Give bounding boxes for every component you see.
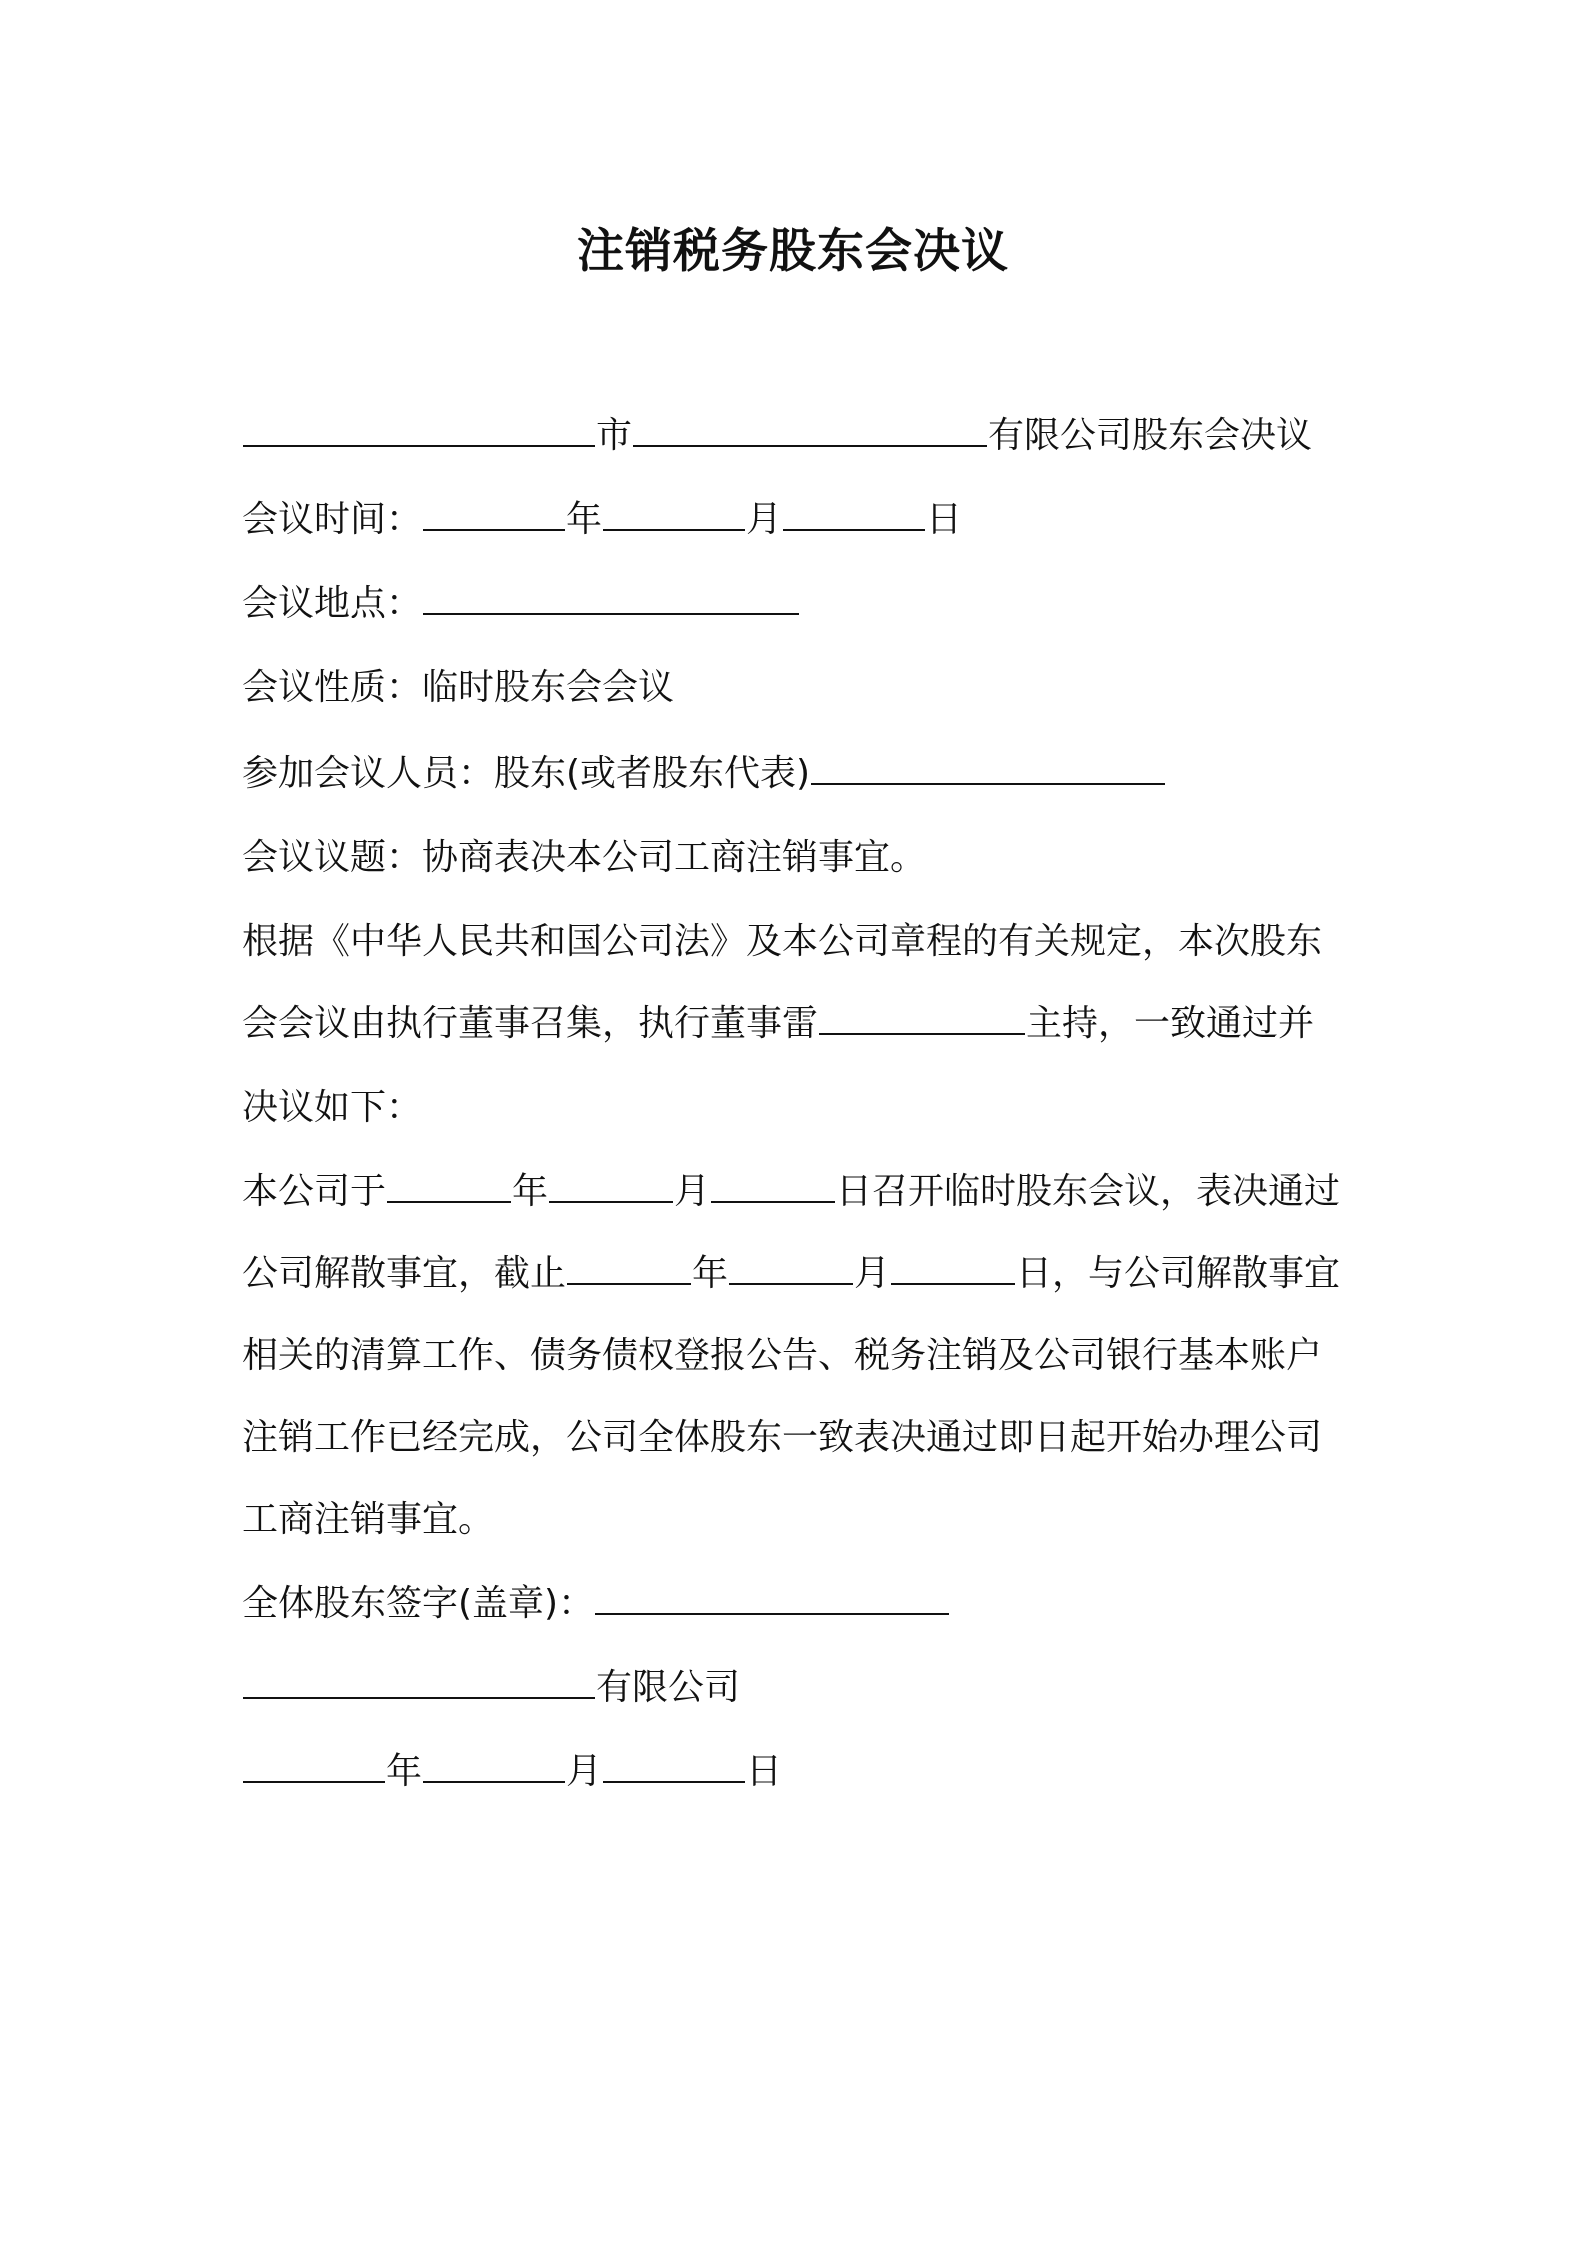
resolution-line-5: 工商注销事宜。 [242, 1499, 495, 1540]
resolution-year-label: 年 [512, 1171, 549, 1212]
document-title: 注销税务股东会决议 [577, 224, 1009, 279]
resolution-year-blank[interactable] [387, 1200, 511, 1203]
cutoff-month-label: 月 [854, 1253, 891, 1294]
footer-year-label: 年 [386, 1751, 423, 1792]
basis-line-1: 根据《中华人民共和国公司法》及本公司章程的有关规定，本次股东 [242, 921, 1323, 962]
city-blank[interactable] [243, 444, 595, 447]
resolution-line-1-start: 本公司于 [242, 1171, 387, 1212]
meeting-month-label: 月 [746, 499, 783, 540]
resolution-month-blank[interactable] [549, 1200, 673, 1203]
resolution-line-1 [242, 1168, 1352, 1216]
signature-label: 全体股东签字(盖章)： [242, 1583, 595, 1624]
resolution-line-2 [242, 1250, 1352, 1298]
footer-company-line [242, 1664, 1352, 1712]
footer-day-label: 日 [746, 1751, 783, 1792]
cutoff-month-blank[interactable] [729, 1282, 853, 1285]
meeting-day-label: 日 [926, 499, 963, 540]
basis-line-2-end: 主持，一致通过并 [1026, 1003, 1315, 1044]
resolution-line-4: 注销工作已经完成，公司全体股东一致表决通过即日起开始办理公司 [242, 1417, 1323, 1458]
meeting-day-blank[interactable] [783, 528, 925, 531]
footer-month-label: 月 [566, 1751, 603, 1792]
company-suffix: 有限公司股东会决议 [988, 415, 1313, 456]
footer-date-line [242, 1748, 1352, 1796]
meeting-place-label: 会议地点： [242, 583, 423, 624]
footer-month-blank[interactable] [423, 1780, 565, 1783]
meeting-year-blank[interactable] [423, 528, 565, 531]
footer-year-blank[interactable] [243, 1780, 385, 1783]
resolution-line-3: 相关的清算工作、债务债权登报公告、税务注销及公司银行基本账户 [242, 1335, 1323, 1376]
meeting-nature-line: 会议性质：临时股东会会议 [242, 667, 675, 708]
resolution-line-2-start: 公司解散事宜，截止 [242, 1253, 567, 1294]
resolution-day-blank[interactable] [711, 1200, 835, 1203]
cutoff-year-label: 年 [692, 1253, 729, 1294]
resolution-month-label: 月 [674, 1171, 711, 1212]
basis-line-2 [242, 1000, 1352, 1048]
footer-company-blank[interactable] [243, 1696, 595, 1699]
meeting-place-blank[interactable] [423, 612, 799, 615]
attendees-line [242, 750, 1352, 798]
signature-line [242, 1580, 1352, 1628]
meeting-time-label: 会议时间： [242, 499, 423, 540]
attendees-blank[interactable] [811, 782, 1165, 785]
meeting-month-blank[interactable] [603, 528, 745, 531]
resolution-line-1-end: 日召开临时股东会议，表决通过 [836, 1171, 1341, 1212]
attendees-label: 参加会议人员：股东(或者股东代表) [242, 753, 811, 794]
footer-company-suffix: 有限公司 [596, 1667, 741, 1708]
company-blank[interactable] [633, 444, 987, 447]
director-name-blank[interactable] [819, 1032, 1025, 1035]
signature-blank[interactable] [595, 1612, 949, 1615]
footer-day-blank[interactable] [603, 1780, 745, 1783]
meeting-year-label: 年 [566, 499, 603, 540]
cutoff-day-blank[interactable] [891, 1282, 1015, 1285]
meeting-time-line [242, 496, 1352, 544]
cutoff-year-blank[interactable] [567, 1282, 691, 1285]
city-suffix: 市 [596, 415, 633, 456]
resolution-line-2-end: 日，与公司解散事宜 [1016, 1253, 1341, 1294]
header-line [242, 412, 1352, 460]
agenda-line: 会议议题：协商表决本公司工商注销事宜。 [242, 837, 927, 878]
basis-line-3: 决议如下： [242, 1087, 423, 1128]
basis-line-2-start: 会会议由执行董事召集，执行董事雷 [242, 1003, 819, 1044]
meeting-place-line [242, 580, 1352, 628]
